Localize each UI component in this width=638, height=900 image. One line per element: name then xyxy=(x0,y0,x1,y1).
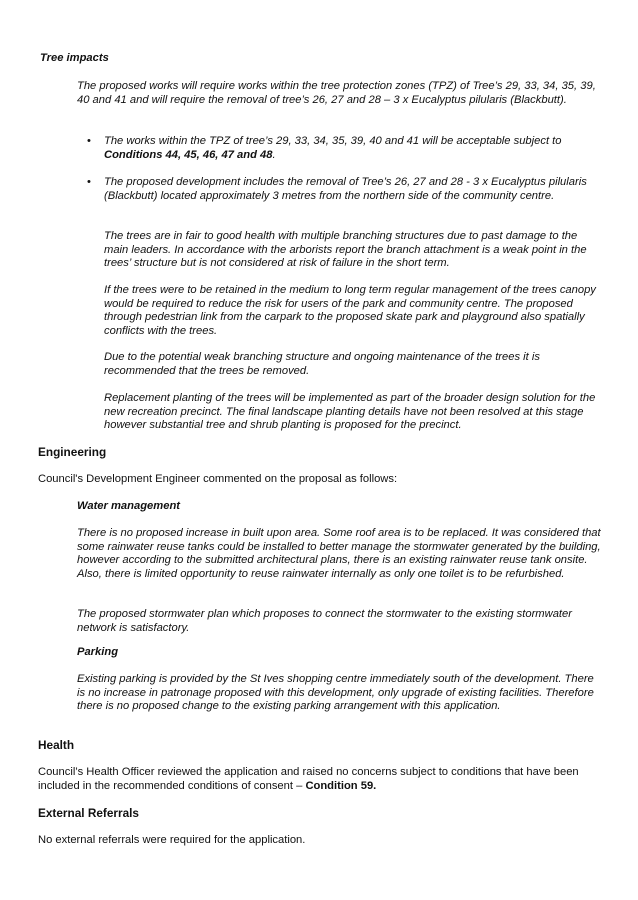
engineering-intro: Council's Development Engineer commented on the proposal as follows: xyxy=(38,473,398,485)
water-management-heading: Water management xyxy=(77,500,180,512)
parking-paragraph: Existing parking is provided by the St Ives shopping centre immediately south of the development. There is no increase in patronage proposed with this development, only upgrade of existing facilities. Therefore there is no proposed change to the existing parking arrangement with this application. xyxy=(77,673,594,713)
trees-retention-paragraph: If the trees were to be retained in the medium to long term regular management of the trees canopy would be required to reduce the risk for users of the park and community centre. The proposed through pedestrian link from the carpark to the proposed skate park and playground also spatially conflicts with the trees. xyxy=(104,284,596,337)
parking-heading: Parking xyxy=(77,646,119,658)
health-heading: Health xyxy=(38,738,75,752)
trees-health-paragraph: The trees are in fair to good health with multiple branching structures due to past damage to the main leaders. In accordance with the arborists report the branch attachment is a weak point in the trees’ structure but is not considered at risk of failure in the short term. xyxy=(104,230,587,270)
health-paragraph xyxy=(38,766,604,793)
condition-59-reference: Condition 59. xyxy=(305,779,377,792)
tree-impacts-intro: The proposed works will require works within the tree protection zones (TPZ) of Tree’s 29, 33, 34, 35, 39, 40 and 41 and will require the removal of tree’s 26, 27 and 28 – 3 x Eucalyptus pilularis (Blackbutt). xyxy=(77,80,596,106)
bullet-item-tpz xyxy=(104,135,598,162)
stormwater-paragraph: The proposed stormwater plan which proposes to connect the stormwater to the existing stormwater network is satisfactory. xyxy=(77,608,572,634)
external-referrals-paragraph: No external referrals were required for the application. xyxy=(38,834,306,846)
external-referrals-heading: External Referrals xyxy=(38,806,139,820)
bullet-item-removal: The proposed development includes the removal of Tree’s 26, 27 and 28 - 3 x Eucalyptus pilularis (Blackbutt) located approximately 3 metres from the northern side of the community centre. xyxy=(104,176,587,202)
trees-removal-paragraph: Due to the potential weak branching structure and ongoing maintenance of the trees it is recommended that the trees be removed. xyxy=(104,351,540,377)
bullet-tpz-text: The works within the TPZ of tree’s 29, 33, 34, 35, 39, 40 and 41 will be acceptable subject to xyxy=(104,135,562,147)
bullet-tpz-end: . xyxy=(272,148,276,161)
tree-impacts-heading: Tree impacts xyxy=(40,52,109,64)
engineering-heading: Engineering xyxy=(38,445,107,459)
water-management-paragraph: There is no proposed increase in built upon area. Some roof area is to be replaced. It was considered that some rainwater reuse tanks could be installed to better manage the stormwater generated by the building, however according to the submitted architectural plans, there is an existing rainwater reuse tank onsite. Also, there is limited opportunity to reuse rainwater internally as only one toilet is to be refurbished. xyxy=(77,527,601,580)
health-text: Council’s Health Officer reviewed the application and raised no concerns subject to conditions that have been included in the recommended conditions of consent – xyxy=(38,766,579,792)
bullet-marker: • xyxy=(87,135,91,147)
bullet-marker: • xyxy=(87,176,91,188)
replacement-planting-paragraph: Replacement planting of the trees will be implemented as part of the broader design solution for the new recreation precinct. The final landscape planting details have not been resolved at this stage however substantial tree and shrub planting is proposed for the precinct. xyxy=(104,392,596,432)
conditions-reference: Conditions 44, 45, 46, 47 and 48 xyxy=(104,148,273,161)
